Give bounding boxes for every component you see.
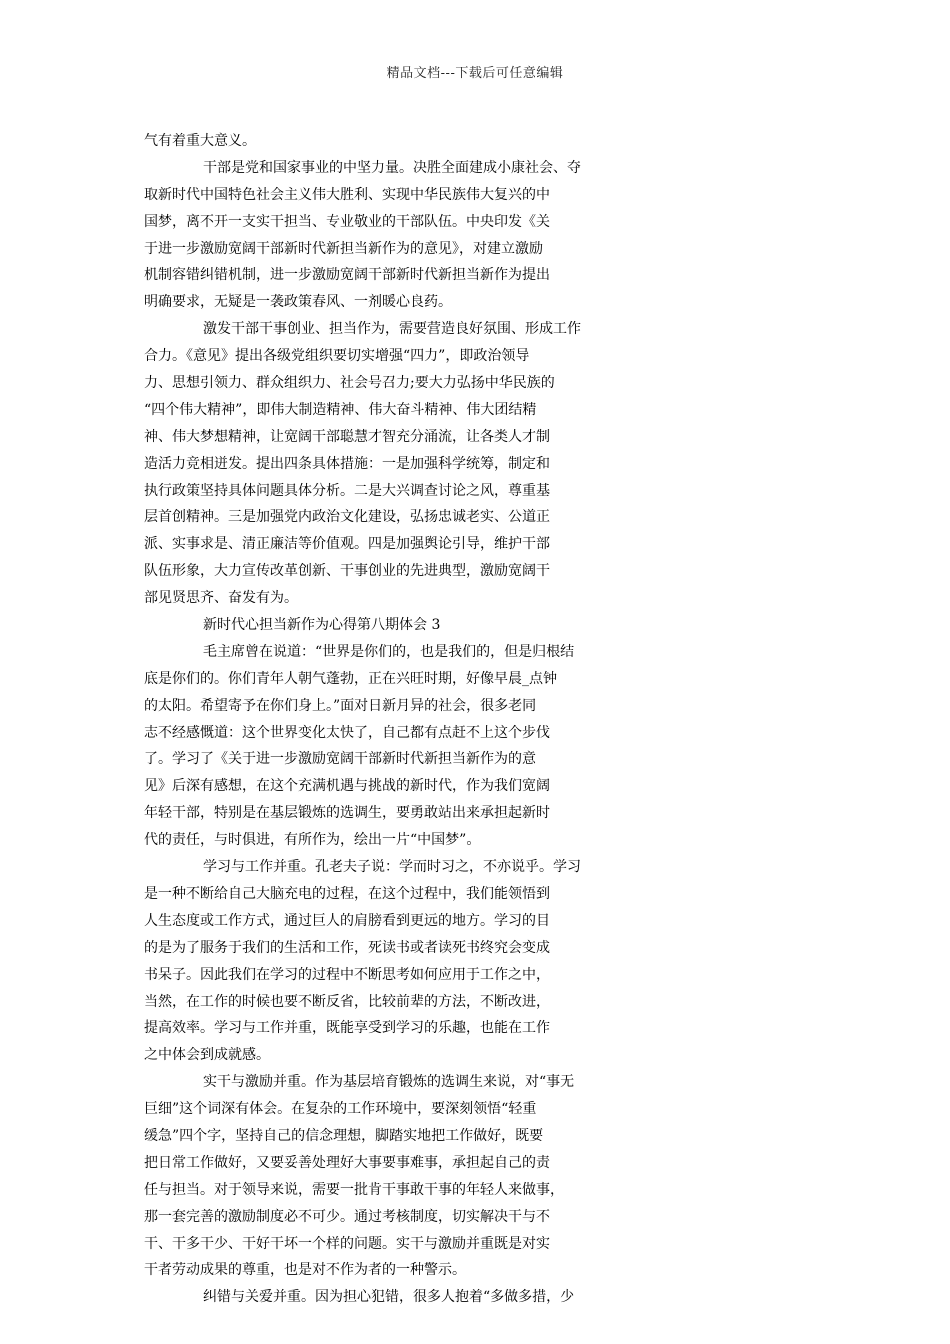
text-line: 当然，在工作的时候也要不断反省，比较前辈的方法，不断改进， xyxy=(144,993,550,1010)
text-line: 明确要求，无疑是一袭政策春风、一剂暖心良药。 xyxy=(144,294,452,311)
text-line: 见》后深有感想，在这个充满机遇与挑战的新时代，作为我们宽阔 xyxy=(144,778,550,795)
text-line: 巨细”这个词深有体会。在复杂的工作环境中，要深刻领悟“轻重 xyxy=(144,1101,537,1118)
text-line: 之中体会到成就感。 xyxy=(144,1047,270,1064)
text-line: 学习与工作并重。孔老夫子说：学而时习之，不亦说乎。学习 xyxy=(203,859,581,876)
text-line: 底是你们的。你们青年人朝气蓬勃，正在兴旺时期，好像早晨_点钟 xyxy=(144,670,557,687)
text-line: 年轻干部，特别是在基层锻炼的选调生，要勇敢站出来承担起新时 xyxy=(144,805,550,822)
text-line: 队伍形象，大力宣传改革创新、干事创业的先进典型，激励宽阔干 xyxy=(144,563,550,580)
text-line: 层首创精神。三是加强党内政治文化建设，弘扬忠诚老实、公道正 xyxy=(144,509,550,526)
text-line: “四个伟大精神”，即伟大制造精神、伟大奋斗精神、伟大团结精 xyxy=(144,401,537,418)
text-line: 于进一步激励宽阔干部新时代新担当新作为的意见》，对建立激励 xyxy=(144,240,543,257)
text-line: 机制容错纠错机制，进一步激励宽阔干部新时代新担当新作为提出 xyxy=(144,267,550,284)
text-line: 那一套完善的激励制度必不可少。通过考核制度，切实解决干与不 xyxy=(144,1208,550,1225)
text-line: 新时代心担当新作为心得第八期体会 3 xyxy=(203,617,441,634)
document-body xyxy=(0,128,950,1311)
text-line: 的太阳。希望寄予在你们身上。”面对日新月异的社会，很多老同 xyxy=(144,697,537,714)
text-line: 部见贤思齐、奋发有为。 xyxy=(144,590,298,607)
text-line: 人生态度或工作方式，通过巨人的肩膀看到更远的地方。学习的目 xyxy=(144,912,550,929)
text-line: 力、思想引领力、群众组织力、社会号召力;要大力弘扬中华民族的 xyxy=(144,375,555,392)
text-line: 毛主席曾在说道：“世界是你们的，也是我们的，但是归根结 xyxy=(203,643,575,660)
text-line: 了。学习了《关于进一步激励宽阔干部新时代新担当新作为的意 xyxy=(144,751,536,768)
text-line: 书呆子。因此我们在学习的过程中不断思考如何应用于工作之中， xyxy=(144,966,550,983)
text-line: 派、实事求是、清正廉洁等价值观。四是加强舆论引导，维护干部 xyxy=(144,536,550,553)
text-line: 提高效率。学习与工作并重，既能享受到学习的乐趣，也能在工作 xyxy=(144,1020,550,1037)
text-line: 实干与激励并重。作为基层培育锻炼的选调生来说，对“事无 xyxy=(203,1074,575,1091)
text-line: 执行政策坚持具体问题具体分析。二是大兴调查讨论之风，尊重基 xyxy=(144,482,550,499)
text-line: 神、伟大梦想精神，让宽阔干部聪慧才智充分涌流，让各类人才制 xyxy=(144,428,550,445)
text-line: 干部是党和国家事业的中坚力量。决胜全面建成小康社会、夺 xyxy=(203,159,581,176)
text-line: 志不经感慨道：这个世界变化太快了，自己都有点赶不上这个步伐 xyxy=(144,724,550,741)
text-line: 干、干多干少、干好干坏一个样的问题。实干与激励并重既是对实 xyxy=(144,1235,550,1252)
text-line: 干者劳动成果的尊重，也是对不作为者的一种警示。 xyxy=(144,1262,466,1279)
text-line: 任与担当。对于领导来说，需要一批肯干事敢干事的年轻人来做事， xyxy=(144,1181,564,1198)
text-line: 国梦，离不开一支实干担当、专业敬业的干部队伍。中央印发《关 xyxy=(144,213,550,230)
text-line: 是一种不断给自己大脑充电的过程，在这个过程中，我们能领悟到 xyxy=(144,885,550,902)
text-line: 造活力竞相迸发。提出四条具体措施：一是加强科学统筹，制定和 xyxy=(144,455,550,472)
text-line: 纠错与关爱并重。因为担心犯错，很多人抱着“多做多措，少 xyxy=(203,1289,575,1306)
text-line: 缓急”四个字，坚持自己的信念理想，脚踏实地把工作做好，既要 xyxy=(144,1127,544,1144)
text-line: 的是为了服务于我们的生活和工作，死读书或者读死书终究会变成 xyxy=(144,939,550,956)
text-line: 合力。《意见》提出各级党组织要切实增强“四力”，即政治领导 xyxy=(144,348,530,365)
page-header: 精品文档---下载后可任意编辑 xyxy=(386,66,564,81)
text-line: 激发干部干事创业、担当作为，需要营造良好氛围、形成工作 xyxy=(203,321,581,338)
text-line: 取新时代中国特色社会主义伟大胜利、实现中华民族伟大复兴的中 xyxy=(144,186,550,203)
text-line: 气有着重大意义。 xyxy=(144,133,256,149)
text-line: 把日常工作做好，又要妥善处理好大事要事难事，承担起自己的责 xyxy=(144,1154,550,1171)
text-line: 代的责任，与时俱进，有所作为，绘出一片“中国梦”。 xyxy=(144,832,481,849)
